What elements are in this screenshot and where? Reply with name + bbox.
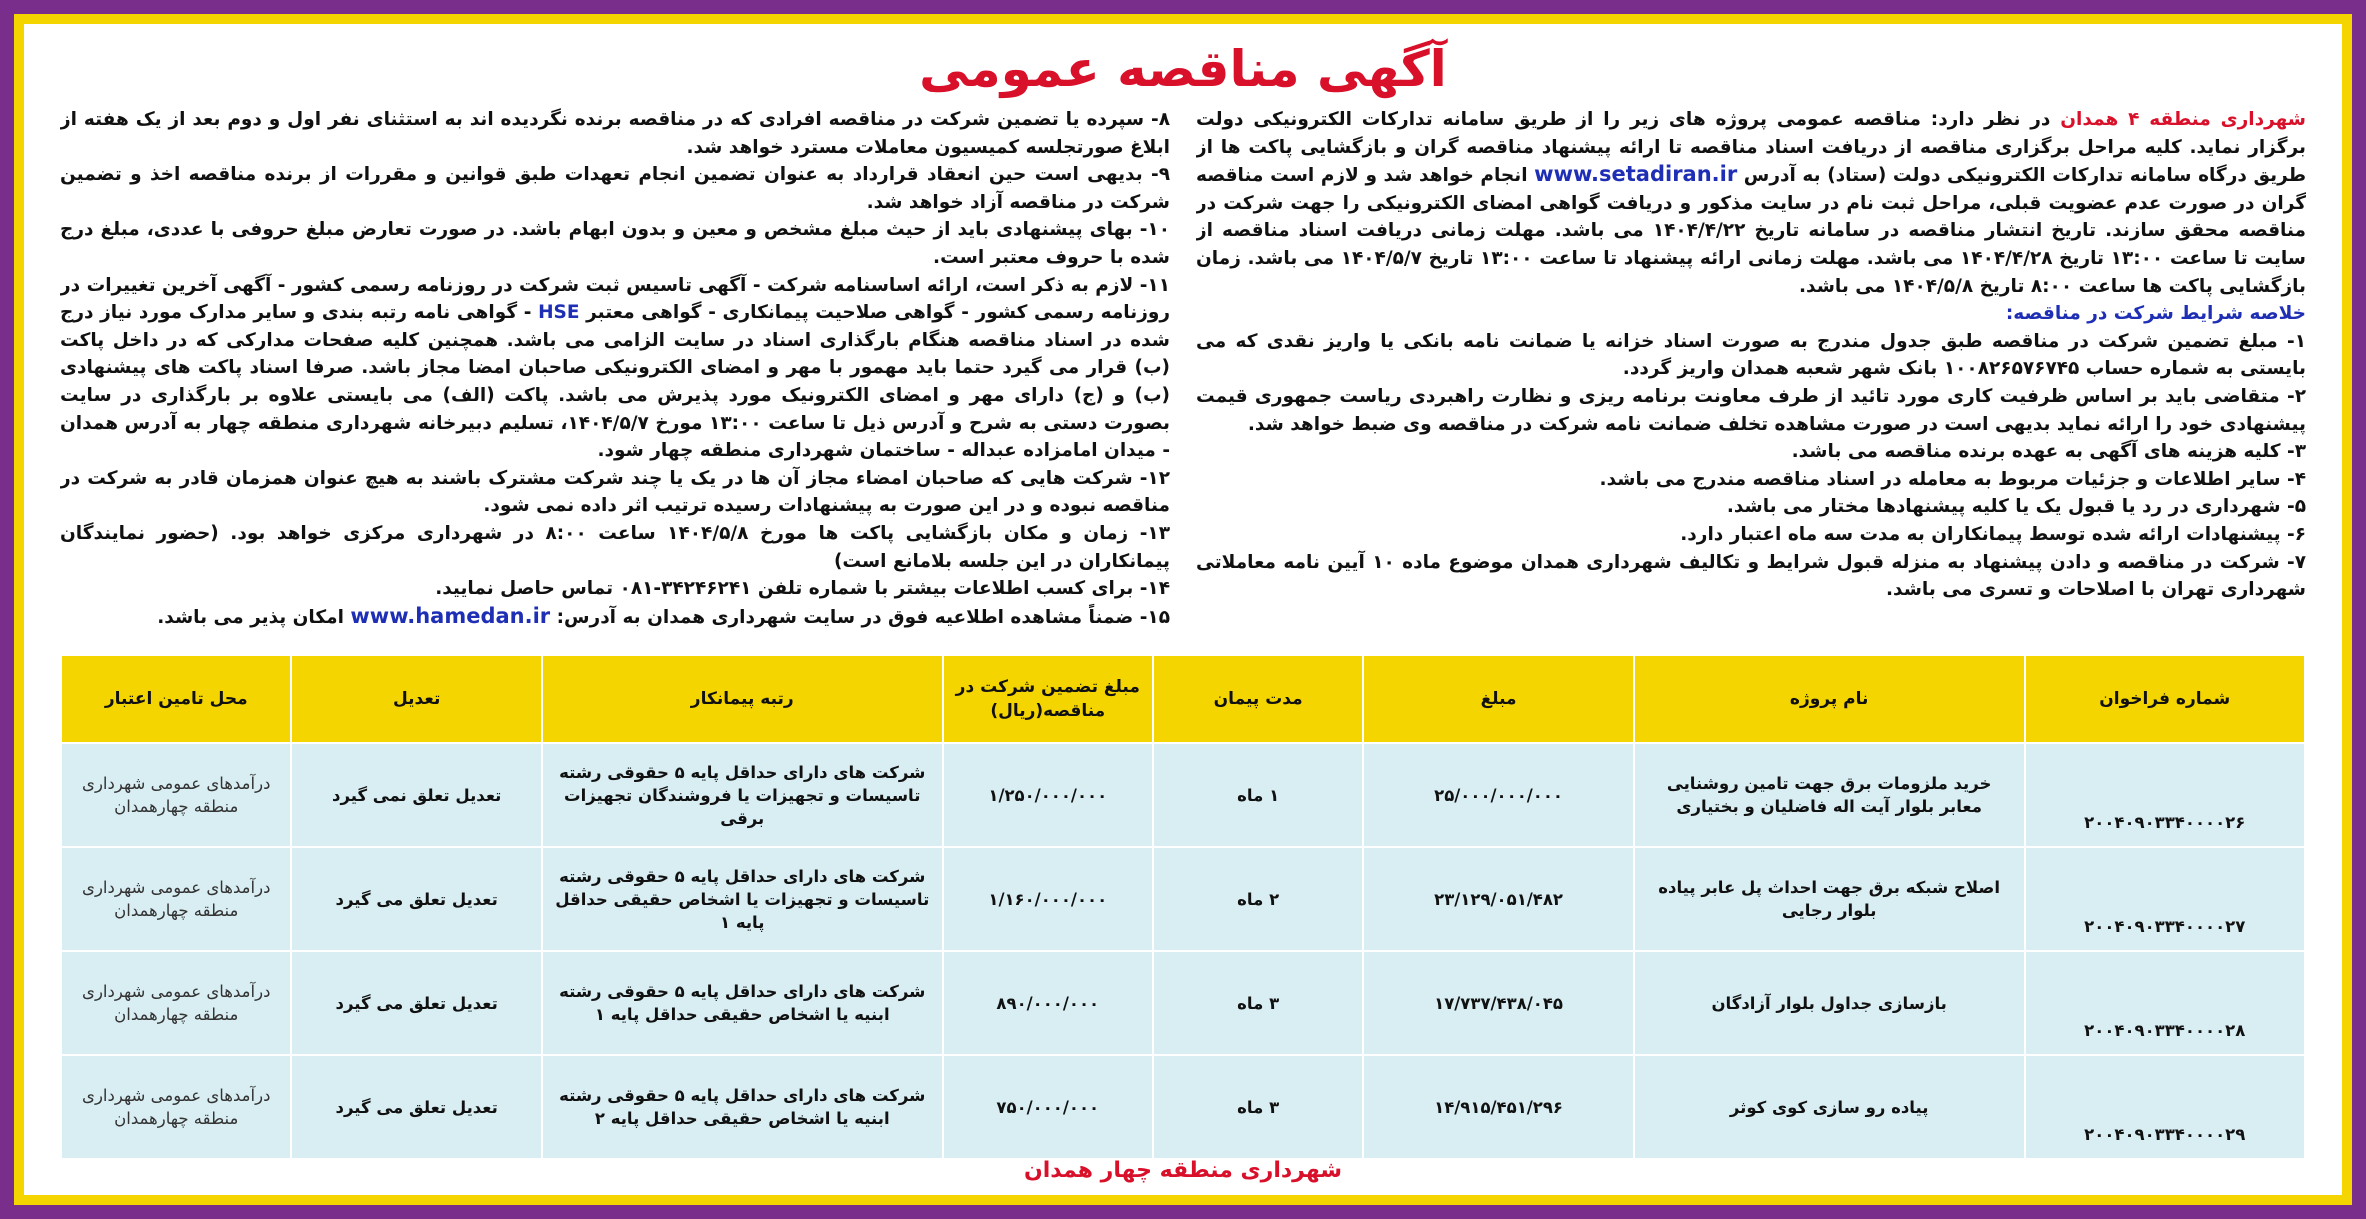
condition-item: ۱۳- زمان و مکان بازگشایی پاکت ها مورخ ۱۴۰۴/۵/۸ ساعت ۸:۰۰ در شهرداری مرکزی خواهد بود. (حضور نمایندگان پیمانکاران در این جلسه بلامانع است) <box>60 522 1170 572</box>
item-15-start: ۱۵- ضمناً مشاهده اطلاعیه فوق در سایت شهرداری همدان به آدرس: <box>550 606 1170 628</box>
header-guarantee: مبلغ تضمین شرکت در مناقصه(ریال) <box>943 655 1153 743</box>
announcement-sheet <box>24 24 2342 1195</box>
table-header-row <box>61 655 2305 743</box>
hamedan-link[interactable]: www.hamedan.ir <box>350 603 551 628</box>
intro-text-2: انجام خواهد شد و لازم است مناقصه گران در صورت عدم عضویت قبلی، مراحل ثبت نام در سایت مذکور و دریافت گواهی امضای الکترونیکی را جهت شرکت در مناقصه محقق سازند. تاریخ انتشار مناقصه در سامانه تاریخ ۱۴۰۴/۴/۲۲ می باشد. مهلت زمانی دریافت اسناد مناقصه از سایت تا ساعت ۱۳:۰۰ تاریخ ۱۴۰۴/۴/۲۸ می باشد. مهلت زمانی ارائه پیشنهاد تا ساعت ۱۳:۰۰ تاریخ ۱۴۰۴/۵/۷ می باشد. زمان بازگشایی پاکت ها ساعت ۸:۰۰ تاریخ ۱۴۰۴/۵/۸ می باشد. <box>1196 165 2306 297</box>
intro-text: در نظر دارد: مناقصه عمومی پروژه های زیر را از طریق سامانه تدارکات الکترونیکی دولت برگزار نماید. کلیه مراحل برگزاری مناقصه از دریافت اسناد مناقصه تا ارائه پیشنهاد مناقصه گران و بازگشایی پاکت ها از طریق درگاه سامانه تدارکات الکترونیکی دولت (ستاد) به آدرس <box>1196 109 2306 187</box>
cell-amount: ۲۵/۰۰۰/۰۰۰/۰۰۰ <box>1363 743 1633 847</box>
cell-project-name: اصلاح شبکه برق جهت احداث پل عابر پیاده بلوار رجایی <box>1634 847 2025 951</box>
cell-contractor-grade: شرکت های دارای حداقل پایه ۵ حقوقی رشته تاسیسات و تجهیزات یا اشخاص حقیقی حداقل پایه ۱ <box>542 847 943 951</box>
header-amount: مبلغ <box>1363 655 1633 743</box>
cell-amount: ۲۳/۱۲۹/۰۵۱/۴۸۲ <box>1363 847 1633 951</box>
condition-item: ۶- پیشنهادات ارائه شده توسط پیمانکاران به مدت سه ماه اعتبار دارد. <box>1680 523 2306 545</box>
condition-item: ۱۲- شرکت هایی که صاحبان امضاء مجاز آن ها در یک یا چند شرکت مشترک باشند به هیچ عنوان همزمان قادر به شرکت در مناقصه نبوده و در این صورت به پیشنهادات رسیده ترتیب اثر داده نمی شود. <box>60 467 1170 517</box>
cell-adjustment: تعدیل تعلق می گیرد <box>291 1055 541 1159</box>
header-project-name: نام پروژه <box>1634 655 2025 743</box>
cell-adjustment: تعدیل تعلق می گیرد <box>291 951 541 1055</box>
condition-item-11 <box>60 272 1170 465</box>
cell-contractor-grade: شرکت های دارای حداقل پایه ۵ حقوقی رشته ابنیه یا اشخاص حقیقی حداقل پایه ۲ <box>542 1055 943 1159</box>
cell-project-name: بازسازی جداول بلوار آزادگان <box>1634 951 2025 1055</box>
cell-call-number: ۲۰۰۴۰۹۰۳۳۴۰۰۰۰۲۷ <box>2025 847 2306 951</box>
cell-call-number: ۲۰۰۴۰۹۰۳۳۴۰۰۰۰۲۹ <box>2025 1055 2306 1159</box>
cell-call-number: ۲۰۰۴۰۹۰۳۳۴۰۰۰۰۲۶ <box>2025 743 2306 847</box>
condition-item: ۹- بدیهی است حین انعقاد قرارداد به عنوان تضمین انجام تعهدات طبق قوانین و مقررات از برنده مناقصه اخذ و تضمین شرکت در مناقصه آزاد خواهد شد. <box>60 164 1170 213</box>
condition-item: ۸- سپرده یا تضمین شرکت در مناقصه افرادی که در مناقصه برنده نگردیده اند به استثنای نفر اول و دوم بعد از یک هفته از ابلاغ صورتجلسه کمیسیون معاملات مسترد خواهد شد. <box>60 109 1170 158</box>
header-duration: مدت پیمان <box>1153 655 1363 743</box>
intro-paragraph <box>1196 106 2306 300</box>
condition-item: ۵- شهرداری در رد یا قبول یک یا کلیه پیشنهادها مختار می باشد. <box>1726 496 2306 518</box>
item-11-start: ۱۱- لازم به ذکر است، ارائه اساسنامه شرکت - آگهی تاسیس ثبت شرکت در روزنامه رسمی کشور - آگهی آخرین تغییرات در روزنامه رسمی کشور - گواهی صلاحیت پیمانکاری - گواهی معتبر <box>60 274 1170 324</box>
cell-adjustment: تعدیل تعلق می گیرد <box>291 847 541 951</box>
cell-duration: ۱ ماه <box>1153 743 1363 847</box>
condition-item: ۱۴- برای کسب اطلاعات بیشتر با شماره تلفن ۳۴۲۴۶۲۴۱-۰۸۱ تماس حاصل نمایید. <box>435 578 1170 600</box>
cell-duration: ۲ ماه <box>1153 847 1363 951</box>
header-adjustment: تعدیل <box>291 655 541 743</box>
condition-item: ۷- شرکت در مناقصه و دادن پیشنهاد به منزله قبول شرایط و تکالیف شهرداری همدان موضوع ماده ۱۰ آیین نامه معاملاتی شهرداری تهران با اصلاحات و تسری می باشد. <box>1196 551 2306 601</box>
item-11-rest: - گواهی نامه رتبه بندی و سایر مدارک مورد نیاز درج شده در اسناد مناقصه هنگام بارگذاری اسناد در سایت الزامی می باشد. همچنین کلیه صفحات مدارکی که در داخل پاکت (ب) قرار می گیرد حتما باید مهمور با مهر و امضای الکترونیکی صاحبان امضا مجاز باشد. صرفا اسناد پاکت های پیشنهادی (ب) و (ج) دارای مهر و امضای الکترونیک مورد پذیرش می باشد. پاکت (الف) می بایستی علاوه بر بارگذاری در سایت بصورت دستی به شرح و آدرس ذیل تا ساعت ۱۳:۰۰ مورخ ۱۴۰۴/۵/۷، تسلیم دبیرخانه شهرداری منطقه چهار به آدرس همدان - میدان امامزاده عبداله - ساختمان شهرداری منطقه چهار شود. <box>60 302 1170 462</box>
table-row <box>61 743 2305 847</box>
text-columns <box>60 106 2306 646</box>
hse-label: HSE <box>538 302 580 324</box>
cell-amount: ۱۷/۷۳۷/۴۳۸/۰۴۵ <box>1363 951 1633 1055</box>
header-call-number: شماره فراخوان <box>2025 655 2306 743</box>
cell-contractor-grade: شرکت های دارای حداقل پایه ۵ حقوقی رشته ابنیه یا اشخاص حقیقی حداقل پایه ۱ <box>542 951 943 1055</box>
cell-project-name: پیاده رو سازی کوی کوثر <box>1634 1055 2025 1159</box>
cell-guarantee: ۸۹۰/۰۰۰/۰۰۰ <box>943 951 1153 1055</box>
header-funding-source: محل تامین اعتبار <box>61 655 291 743</box>
item-15-rest: امکان پذیر می باشد. <box>157 606 351 628</box>
cell-guarantee: ۱/۱۶۰/۰۰۰/۰۰۰ <box>943 847 1153 951</box>
cell-funding-source: درآمدهای عمومی شهرداری منطقه چهارهمدان <box>61 847 291 951</box>
cell-funding-source: درآمدهای عمومی شهرداری منطقه چهارهمدان <box>61 1055 291 1159</box>
conditions-heading: خلاصه شرایط شرکت در مناقصه: <box>2005 303 2306 325</box>
cell-adjustment: تعدیل تعلق نمی گیرد <box>291 743 541 847</box>
tender-table <box>60 654 2306 1160</box>
condition-item: ۲- متقاضی باید بر اساس ظرفیت کاری مورد تائید از طرف معاونت برنامه ریزی و نظارت راهبردی ریاست جمهوری قیمت پیشنهادی خود را ارائه نماید بدیهی است در صورت مشاهده تخلف ضمانت نامه شرکت در مناقصه وی ضبط خواهد شد. <box>1196 385 2306 435</box>
condition-item: ۴- سایر اطلاعات و جزئیات مربوط به معامله در اسناد مناقصه مندرج می باشد. <box>1599 468 2306 490</box>
cell-guarantee: ۱/۲۵۰/۰۰۰/۰۰۰ <box>943 743 1153 847</box>
condition-item: ۳- کلیه هزینه های آگهی به عهده برنده مناقصه می باشد. <box>1791 441 2306 463</box>
footer-signature: شهرداری منطقه چهار همدان <box>1023 1158 1343 1183</box>
table-row <box>61 847 2305 951</box>
cell-call-number: ۲۰۰۴۰۹۰۳۳۴۰۰۰۰۲۸ <box>2025 951 2306 1055</box>
table-row <box>61 951 2305 1055</box>
cell-contractor-grade: شرکت های دارای حداقل پایه ۵ حقوقی رشته تاسیسات و تجهیزات یا فروشندگان تجهیزات برقی <box>542 743 943 847</box>
cell-duration: ۳ ماه <box>1153 1055 1363 1159</box>
cell-guarantee: ۷۵۰/۰۰۰/۰۰۰ <box>943 1055 1153 1159</box>
yellow-border <box>14 14 2352 1205</box>
condition-item-15 <box>60 603 1170 632</box>
cell-project-name: خرید ملزومات برق جهت تامین روشنایی معابر بلوار آیت اله فاضلیان و بختیاری <box>1634 743 2025 847</box>
cell-amount: ۱۴/۹۱۵/۴۵۱/۲۹۶ <box>1363 1055 1633 1159</box>
left-column <box>60 106 1170 646</box>
condition-item: ۱- مبلغ تضمین شرکت در مناقصه طبق جدول مندرج به صورت اسناد خزانه یا ضمانت نامه بانکی یا واریز نقدی که می بایستی به شماره حساب ۱۰۰۸۲۶۵۷۶۷۴۵ بانک شهر شعبه همدان واریز گردد. <box>1196 330 2306 380</box>
cell-funding-source: درآمدهای عمومی شهرداری منطقه چهارهمدان <box>61 743 291 847</box>
tender-table-wrap <box>60 654 2306 1160</box>
setadiran-link[interactable]: www.setadiran.ir <box>1534 162 1738 187</box>
header-contractor-grade: رتبه پیمانکار <box>542 655 943 743</box>
table-row <box>61 1055 2305 1159</box>
cell-funding-source: درآمدهای عمومی شهرداری منطقه چهارهمدان <box>61 951 291 1055</box>
cell-duration: ۳ ماه <box>1153 951 1363 1055</box>
right-column <box>1196 106 2306 646</box>
condition-item: ۱۰- بهای پیشنهادی باید از حیث مبلغ مشخص و معین و بدون ابهام باشد. در صورت تعارض مبلغ حروفی با عددی، مبلغ درج شده با حروف معتبر است. <box>60 219 1170 268</box>
page-title: آگهی مناقصه عمومی <box>919 40 1447 98</box>
intro-lead: شهرداری منطقه ۴ همدان <box>2060 109 2306 130</box>
